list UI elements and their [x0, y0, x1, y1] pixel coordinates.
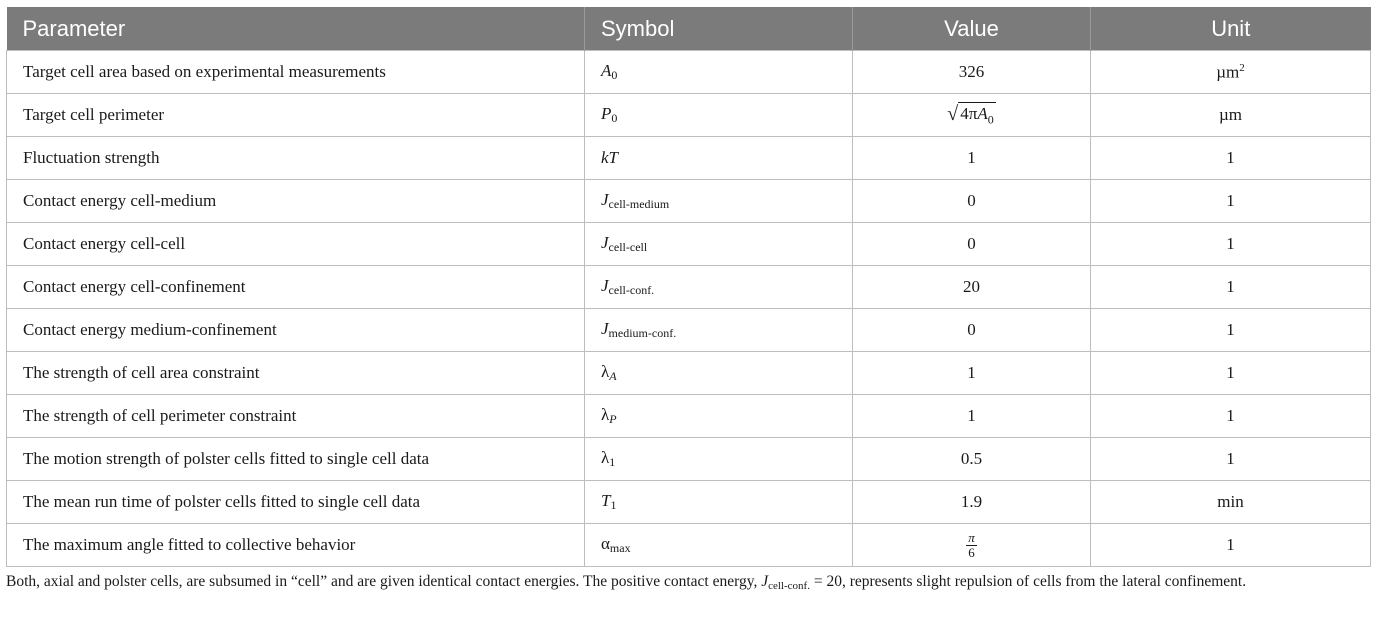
- table-row: [7, 481, 1371, 524]
- cell-parameter: Contact energy medium-confinement: [7, 309, 585, 352]
- cell-unit: 1: [1091, 524, 1371, 567]
- cell-parameter: The strength of cell area constraint: [7, 352, 585, 395]
- cell-parameter: The motion strength of polster cells fitted to single cell data: [7, 438, 585, 481]
- cell-parameter: Target cell perimeter: [7, 94, 585, 137]
- cell-symbol: $P_0$: [585, 94, 853, 137]
- cell-parameter: Contact energy cell-confinement: [7, 266, 585, 309]
- parameter-table: [6, 7, 1371, 567]
- cell-unit: µm: [1091, 94, 1371, 137]
- cell-value: 326: [853, 51, 1091, 94]
- cell-unit: min: [1091, 481, 1371, 524]
- cell-unit: 1: [1091, 223, 1371, 266]
- cell-value: 0: [853, 223, 1091, 266]
- header-unit: Unit: [1091, 7, 1371, 51]
- cell-value: 1: [853, 137, 1091, 180]
- cell-unit: µm$^2$: [1091, 51, 1371, 94]
- cell-unit: 1: [1091, 438, 1371, 481]
- sqrt-formula: √ $4\pi A_0$: [947, 102, 994, 127]
- cell-symbol: $\lambda_A$: [585, 352, 853, 395]
- cell-symbol: $J_{medium-conf.}$: [585, 309, 853, 352]
- parameter-table-container: [6, 7, 1370, 567]
- cell-symbol: $A_0$: [585, 51, 853, 94]
- cell-value: 20: [853, 266, 1091, 309]
- cell-value-fraction: [853, 524, 1091, 567]
- cell-symbol: $T_1$: [585, 481, 853, 524]
- cell-symbol: $\lambda_1$: [585, 438, 853, 481]
- header-value: Value: [853, 7, 1091, 51]
- cell-unit: 1: [1091, 137, 1371, 180]
- cell-unit: 1: [1091, 309, 1371, 352]
- cell-unit: 1: [1091, 352, 1371, 395]
- table-row: [7, 524, 1371, 567]
- table-row: [7, 180, 1371, 223]
- table-header-row: [7, 7, 1371, 51]
- table-footnote: Both, axial and polster cells, are subsumed in “cell” and are given identical contact energies. The positive contact energy, $J_{cell-conf.} = 20$, represents slight repulsion of cells from the lateral confinement.: [6, 573, 1247, 592]
- cell-value: 0.5: [853, 438, 1091, 481]
- cell-parameter: Fluctuation strength: [7, 137, 585, 180]
- table-row: [7, 266, 1371, 309]
- cell-parameter: Contact energy cell-cell: [7, 223, 585, 266]
- table-row: [7, 223, 1371, 266]
- table-row: [7, 137, 1371, 180]
- cell-symbol: $J_{cell-cell}$: [585, 223, 853, 266]
- cell-unit: 1: [1091, 180, 1371, 223]
- cell-value-sqrt-formula: [853, 94, 1091, 137]
- cell-symbol: $J_{cell-medium}$: [585, 180, 853, 223]
- table-row: [7, 438, 1371, 481]
- cell-parameter: The mean run time of polster cells fitted to single cell data: [7, 481, 585, 524]
- cell-value: 1: [853, 352, 1091, 395]
- cell-value: 0: [853, 309, 1091, 352]
- cell-value: 1: [853, 395, 1091, 438]
- cell-value: 0: [853, 180, 1091, 223]
- table-row: [7, 51, 1371, 94]
- cell-parameter: The maximum angle fitted to collective behavior: [7, 524, 585, 567]
- cell-unit: 1: [1091, 395, 1371, 438]
- cell-unit: 1: [1091, 266, 1371, 309]
- table-row: [7, 352, 1371, 395]
- cell-symbol: $\alpha_{max}$: [585, 524, 853, 567]
- cell-value: 1.9: [853, 481, 1091, 524]
- table-row: [7, 395, 1371, 438]
- cell-parameter: Target cell area based on experimental measurements: [7, 51, 585, 94]
- cell-symbol: $J_{cell-conf.}$: [585, 266, 853, 309]
- fraction-formula: $\frac{\pi}{6}$: [968, 529, 975, 560]
- table-row: [7, 309, 1371, 352]
- cell-symbol: $\lambda_P$: [585, 395, 853, 438]
- cell-parameter: The strength of cell perimeter constraint: [7, 395, 585, 438]
- cell-symbol: kT: [585, 137, 853, 180]
- header-symbol: Symbol: [585, 7, 853, 51]
- table-row: [7, 94, 1371, 137]
- header-parameter: Parameter: [7, 7, 585, 51]
- cell-parameter: Contact energy cell-medium: [7, 180, 585, 223]
